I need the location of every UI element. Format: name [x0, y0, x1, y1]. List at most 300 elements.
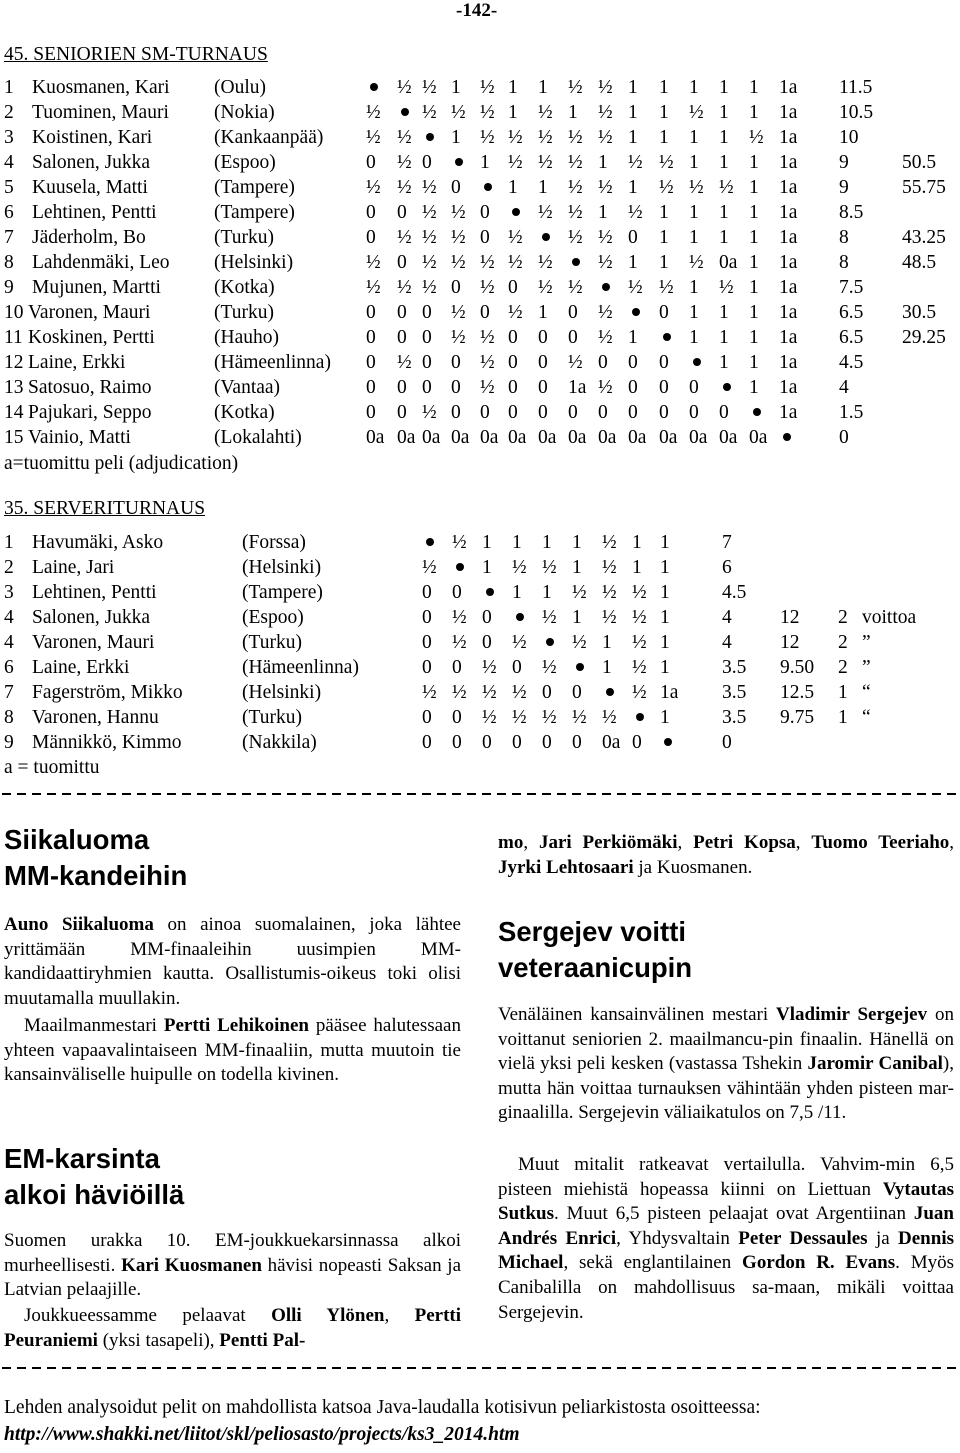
- game-result: ½: [719, 277, 734, 298]
- game-result: [664, 730, 672, 755]
- own-game-dot: [693, 358, 701, 366]
- text-run: ja: [867, 1227, 899, 1249]
- game-result: ½: [568, 77, 583, 98]
- tiebreak: 12.5: [780, 682, 815, 703]
- seniors-note: a=tuomittu peli (adjudication): [4, 453, 239, 474]
- game-result: ½: [538, 202, 553, 223]
- game-result: ½: [366, 277, 381, 298]
- game-result: 0: [366, 402, 376, 423]
- game-result: ½: [366, 177, 381, 198]
- own-game-dot: [456, 563, 464, 571]
- game-result: ½: [568, 127, 583, 148]
- player-club: (Forssa): [242, 532, 306, 553]
- text-run: ,: [949, 832, 955, 853]
- game-result: ½: [452, 682, 467, 703]
- text-run: ,: [677, 832, 694, 853]
- game-result: 0: [659, 377, 669, 398]
- game-result: 1: [719, 102, 729, 123]
- game-result: ½: [397, 77, 412, 98]
- game-result: ½: [422, 227, 437, 248]
- own-game-dot: [664, 738, 672, 746]
- game-result: 1: [598, 202, 608, 223]
- game-result: 0a: [366, 427, 385, 448]
- wins-count: 2: [838, 657, 848, 678]
- player-club: (Nakkila): [242, 732, 317, 753]
- game-result: 1: [660, 582, 670, 603]
- game-result: 0a: [749, 427, 768, 448]
- game-result: 0: [512, 732, 522, 753]
- game-result: 1: [660, 707, 670, 728]
- game-result: 0a: [659, 427, 678, 448]
- game-result: 0: [598, 352, 608, 373]
- game-result: 1: [628, 102, 638, 123]
- own-game-dot: [572, 258, 580, 266]
- game-result: 1a: [779, 202, 798, 223]
- game-result: ½: [512, 707, 527, 728]
- score: 8: [839, 252, 849, 273]
- game-result: ½: [452, 532, 467, 553]
- player-club: (Helsinki): [242, 682, 322, 703]
- text-run: Suomen urakka 10. EM-joukkuekarsinnassa alkoi murheellisesti.: [4, 1230, 461, 1276]
- score: 9: [839, 152, 849, 173]
- rank: 13: [4, 377, 24, 398]
- game-result: ½: [598, 227, 613, 248]
- player-name: Tuominen, Mauri: [32, 102, 169, 123]
- game-result: ½: [508, 127, 523, 148]
- game-result: ½: [568, 277, 583, 298]
- score: 7.5: [839, 277, 864, 298]
- page-number: -142-: [456, 0, 498, 21]
- game-result: 0: [689, 402, 699, 423]
- rank: 12: [4, 352, 24, 373]
- own-game-dot: [723, 383, 731, 391]
- rank: 4: [4, 607, 14, 628]
- game-result: ½: [512, 682, 527, 703]
- game-result: 0: [366, 377, 376, 398]
- person-name: Vytautas Sutkus: [498, 1178, 954, 1225]
- game-result: 1: [749, 252, 759, 273]
- game-result: 0a: [422, 427, 441, 448]
- game-result: 1: [719, 227, 729, 248]
- game-result: 1a: [779, 152, 798, 173]
- game-result: 0: [628, 227, 638, 248]
- game-result: ½: [568, 152, 583, 173]
- game-result: ½: [632, 607, 647, 628]
- game-result: 0: [422, 302, 432, 323]
- text-run: on voittanut seniorien 2. maailmancu-pin finaalin. Hänellä on vielä yksi peli kesken (vastassa Tshekin: [498, 1004, 954, 1075]
- game-result: 1: [512, 532, 522, 553]
- game-result: ½: [422, 402, 437, 423]
- player-club: (Helsinki): [214, 252, 294, 273]
- game-result: 0a: [719, 252, 738, 273]
- game-result: 1: [628, 327, 638, 348]
- game-result: ½: [689, 102, 704, 123]
- rank: 10: [4, 302, 24, 323]
- own-game-dot: [426, 538, 434, 546]
- footer-text: Lehden analysoidut pelit on mahdollista katsoa Java-laudalla kotisivun peliarkistosta osoitteessa:: [4, 1397, 761, 1418]
- game-result: 1: [689, 277, 699, 298]
- game-result: 0: [366, 302, 376, 323]
- game-result: 0: [572, 682, 582, 703]
- game-result: 0: [482, 607, 492, 628]
- article1-title-line1: Siikaluoma: [4, 824, 150, 855]
- game-result: 1a: [779, 252, 798, 273]
- player-club: (Kotka): [214, 402, 275, 423]
- game-result: 0a: [628, 427, 647, 448]
- game-result: ½: [538, 152, 553, 173]
- server-note: a = tuomittu: [4, 757, 100, 778]
- game-result: 0: [422, 582, 432, 603]
- own-game-dot: [636, 713, 644, 721]
- game-result: 1a: [779, 227, 798, 248]
- game-result: ½: [598, 327, 613, 348]
- wins-note: “: [862, 682, 871, 703]
- game-result: 1: [632, 532, 642, 553]
- game-result: ½: [598, 252, 613, 273]
- game-result: ½: [512, 632, 527, 653]
- player-name: Jäderholm, Bo: [32, 227, 146, 248]
- game-result: ½: [480, 352, 495, 373]
- game-result: 1: [659, 102, 669, 123]
- game-result: ½: [452, 632, 467, 653]
- game-result: 0: [480, 402, 490, 423]
- own-game-dot: [606, 688, 614, 696]
- game-result: 1: [508, 177, 518, 198]
- game-result: [636, 705, 644, 730]
- game-result: ½: [568, 177, 583, 198]
- player-club: (Kankaanpää): [214, 127, 324, 148]
- game-result: 0a: [568, 427, 587, 448]
- person-name: Juan Andrés Enrici: [498, 1203, 954, 1249]
- player-club: (Tampere): [214, 202, 295, 223]
- game-result: 1a: [779, 277, 798, 298]
- game-result: 0: [451, 377, 461, 398]
- game-result: 0: [598, 402, 608, 423]
- game-result: [486, 580, 494, 605]
- game-result: 0: [719, 402, 729, 423]
- game-result: ½: [480, 127, 495, 148]
- game-result: 1: [749, 152, 759, 173]
- player-club: (Kotka): [214, 277, 275, 298]
- text-run: Joukkueessamme pelaavat: [24, 1305, 272, 1326]
- game-result: 1: [689, 127, 699, 148]
- own-game-dot: [576, 663, 584, 671]
- article2-continuation: [498, 831, 954, 880]
- wins-count: 1: [838, 682, 848, 703]
- person-name: Pentti Pal-: [219, 1329, 306, 1351]
- player-club: (Vantaa): [214, 377, 281, 398]
- player-club: (Hauho): [214, 327, 279, 348]
- game-result: 1: [689, 202, 699, 223]
- person-name: Jyrki Lehtosaari: [498, 856, 634, 878]
- game-result: ½: [602, 607, 617, 628]
- game-result: ½: [538, 127, 553, 148]
- game-result: [455, 150, 463, 175]
- game-result: 0: [659, 402, 669, 423]
- score: 11.5: [839, 77, 873, 98]
- game-result: ½: [542, 657, 557, 678]
- player-name: Lahdenmäki, Leo: [32, 252, 170, 273]
- game-result: 1: [628, 127, 638, 148]
- game-result: 0: [422, 632, 432, 653]
- game-result: ½: [598, 302, 613, 323]
- own-game-dot: [455, 158, 463, 166]
- game-result: ½: [538, 277, 553, 298]
- game-result: 1: [719, 302, 729, 323]
- tiebreak: 29.25: [902, 327, 946, 348]
- game-result: ½: [598, 102, 613, 123]
- own-game-dot: [753, 408, 761, 416]
- player-name: Lehtinen, Pentti: [32, 582, 157, 603]
- game-result: ½: [568, 202, 583, 223]
- person-name: Pertti Lehikoinen: [163, 1015, 309, 1036]
- person-name: Vladimir Sergejev: [776, 1004, 928, 1025]
- game-result: 1: [719, 202, 729, 223]
- game-result: 0: [568, 402, 578, 423]
- game-result: 1: [660, 607, 670, 628]
- game-result: ½: [632, 657, 647, 678]
- game-result: 1: [508, 77, 518, 98]
- game-result: 1: [749, 102, 759, 123]
- text-run: ja Kuosmanen.: [633, 856, 753, 878]
- article2-headline: [4, 1141, 184, 1213]
- game-result: ½: [508, 302, 523, 323]
- article3-title-line1: Sergejev voitti: [498, 916, 686, 947]
- game-result: ½: [572, 582, 587, 603]
- game-result: 0: [451, 352, 461, 373]
- game-result: 1: [602, 632, 612, 653]
- text-run: ,: [523, 832, 539, 853]
- tiebreak: 9.50: [780, 657, 815, 678]
- text-run: , sekä englantilainen: [563, 1252, 743, 1274]
- game-result: 0: [397, 252, 407, 273]
- score: 9: [839, 177, 849, 198]
- game-result: 1a: [779, 102, 798, 123]
- score: 8: [839, 227, 849, 248]
- game-result: 1: [451, 77, 461, 98]
- game-result: 1: [659, 252, 669, 273]
- rank: 8: [4, 707, 14, 728]
- game-result: 1: [632, 557, 642, 578]
- article1-title-line2: MM-kandeihin: [4, 860, 188, 891]
- game-result: ½: [689, 252, 704, 273]
- player-name: Laine, Erkki: [32, 657, 130, 678]
- own-game-dot: [426, 133, 434, 141]
- player-club: (Lokalahti): [214, 427, 302, 448]
- game-result: ½: [422, 277, 437, 298]
- rank: 9: [4, 732, 14, 753]
- rank: 6: [4, 657, 14, 678]
- player-name: Männikkö, Kimmo: [32, 732, 182, 753]
- game-result: ½: [572, 707, 587, 728]
- player-name: Varonen, Mauri: [28, 302, 151, 323]
- rank: 3: [4, 582, 14, 603]
- game-result: 0a: [451, 427, 470, 448]
- game-result: ½: [451, 327, 466, 348]
- game-result: [723, 375, 731, 400]
- game-result: 0: [397, 402, 407, 423]
- person-name: Jari Perkiömäki: [538, 832, 678, 853]
- game-result: ½: [659, 277, 674, 298]
- tiebreak: 50.5: [902, 152, 937, 173]
- game-result: 0: [628, 352, 638, 373]
- game-result: 1: [480, 152, 490, 173]
- game-result: ½: [422, 102, 437, 123]
- game-result: ½: [397, 277, 412, 298]
- game-result: 1: [451, 127, 461, 148]
- game-result: 1: [689, 77, 699, 98]
- game-result: 0a: [538, 427, 557, 448]
- game-result: 0: [366, 352, 376, 373]
- text-run: pääsee halutessaan yhteen vapaavalintaiseen MM-finaaliin, mutta muutoin tie kansainväliselle huipulle on todella kivinen.: [4, 1015, 461, 1086]
- game-result: [572, 250, 580, 275]
- person-name: Peter Dessaules: [738, 1227, 868, 1249]
- game-result: ½: [451, 227, 466, 248]
- game-result: 0: [397, 202, 407, 223]
- score: 4: [839, 377, 849, 398]
- game-result: 0: [538, 402, 548, 423]
- game-result: [401, 100, 409, 125]
- text-run: Maailmanmestari: [24, 1015, 164, 1036]
- player-name: Kuosmanen, Kari: [32, 77, 170, 98]
- article3-paragraph2: [498, 1153, 954, 1325]
- game-result: [516, 605, 524, 630]
- game-result: 0: [397, 302, 407, 323]
- text-run: Muut mitalit ratkeavat vertailulla. Vahvim-min 6,5 pisteen miehistä hopeassa kiinni on Liettuan: [498, 1154, 954, 1200]
- article2-paragraph2: [4, 1304, 461, 1353]
- wins-note: ”: [862, 657, 871, 678]
- article2-title-line2: alkoi häviöillä: [4, 1179, 185, 1210]
- game-result: 0: [512, 657, 522, 678]
- rank: 1: [4, 77, 14, 98]
- game-result: 1: [719, 327, 729, 348]
- game-result: ½: [632, 632, 647, 653]
- game-result: 1: [689, 152, 699, 173]
- server-title: 35. SERVERITURNAUS: [4, 498, 206, 519]
- score: 3.5: [722, 657, 747, 678]
- game-result: 0: [452, 582, 462, 603]
- rank: 7: [4, 227, 14, 248]
- game-result: 0: [568, 302, 578, 323]
- player-name: Laine, Jari: [32, 557, 115, 578]
- game-result: 1: [659, 127, 669, 148]
- player-club: (Espoo): [242, 607, 304, 628]
- game-result: 1: [660, 557, 670, 578]
- person-name: Petri Kopsa: [693, 832, 796, 853]
- rank: 1: [4, 532, 14, 553]
- game-result: 0: [366, 227, 376, 248]
- game-result: 1: [538, 77, 548, 98]
- score: 3.5: [722, 682, 747, 703]
- game-result: ½: [568, 227, 583, 248]
- rank: 7: [4, 682, 14, 703]
- own-game-dot: [546, 638, 554, 646]
- game-result: 1: [542, 532, 552, 553]
- rank: 4: [4, 152, 14, 173]
- game-result: 0: [366, 202, 376, 223]
- player-name: Lehtinen, Pentti: [32, 202, 157, 223]
- score: 4: [722, 607, 732, 628]
- game-result: 1: [660, 632, 670, 653]
- rank: 5: [4, 177, 14, 198]
- game-result: 1: [542, 582, 552, 603]
- game-result: 1: [749, 77, 759, 98]
- game-result: ½: [602, 532, 617, 553]
- game-result: 1: [602, 657, 612, 678]
- game-result: 1: [719, 127, 729, 148]
- footer-url[interactable]: http://www.shakki.net/liitot/skl/peliosasto/projects/ks3_2014.htm: [4, 1424, 520, 1445]
- wins-note: ”: [862, 632, 871, 653]
- game-result: 0: [422, 707, 432, 728]
- text-run: Venäläinen kansainvälinen mestari: [498, 1004, 777, 1025]
- game-result: 0: [422, 607, 432, 628]
- game-result: ½: [628, 202, 643, 223]
- game-result: 0: [480, 227, 490, 248]
- game-result: 0: [397, 377, 407, 398]
- game-result: ½: [659, 177, 674, 198]
- game-result: 0a: [719, 427, 738, 448]
- rank: 3: [4, 127, 14, 148]
- own-game-dot: [516, 613, 524, 621]
- score: 4.5: [722, 582, 747, 603]
- tiebreak: 30.5: [902, 302, 937, 323]
- game-result: 0: [659, 352, 669, 373]
- game-result: [693, 350, 701, 375]
- game-result: 1: [689, 227, 699, 248]
- game-result: [606, 680, 614, 705]
- game-result: 1: [628, 252, 638, 273]
- game-result: 0: [452, 732, 462, 753]
- game-result: 0: [508, 402, 518, 423]
- game-result: ½: [480, 77, 495, 98]
- player-club: (Espoo): [214, 152, 276, 173]
- game-result: ½: [508, 152, 523, 173]
- game-result: 0a: [689, 427, 708, 448]
- player-name: Kuusela, Matti: [32, 177, 148, 198]
- game-result: [456, 555, 464, 580]
- score: 6.5: [839, 327, 864, 348]
- game-result: 0: [422, 377, 432, 398]
- player-name: Mujunen, Martti: [32, 277, 161, 298]
- game-result: ½: [538, 252, 553, 273]
- tiebreak: 55.75: [902, 177, 946, 198]
- game-result: ½: [542, 607, 557, 628]
- own-game-dot: [632, 308, 640, 316]
- player-name: Koistinen, Kari: [32, 127, 153, 148]
- game-result: 1: [749, 377, 759, 398]
- game-result: [632, 300, 640, 325]
- game-result: ½: [628, 152, 643, 173]
- own-game-dot: [401, 108, 409, 116]
- game-result: 1: [689, 327, 699, 348]
- rank: 6: [4, 202, 14, 223]
- player-club: (Turku): [242, 632, 302, 653]
- game-result: 0: [452, 657, 462, 678]
- game-result: 1: [482, 532, 492, 553]
- game-result: 0a: [508, 427, 527, 448]
- article2-title-line1: EM-karsinta: [4, 1143, 160, 1174]
- game-result: 1: [538, 302, 548, 323]
- tiebreak: 48.5: [902, 252, 937, 273]
- person-name: mo: [498, 832, 524, 853]
- game-result: ½: [598, 377, 613, 398]
- player-club: (Nokia): [214, 102, 275, 123]
- game-result: 0a: [397, 427, 416, 448]
- game-result: 0: [508, 327, 518, 348]
- person-name: Kari Kuosmanen: [121, 1254, 262, 1276]
- game-result: 0: [451, 402, 461, 423]
- game-result: 1: [538, 177, 548, 198]
